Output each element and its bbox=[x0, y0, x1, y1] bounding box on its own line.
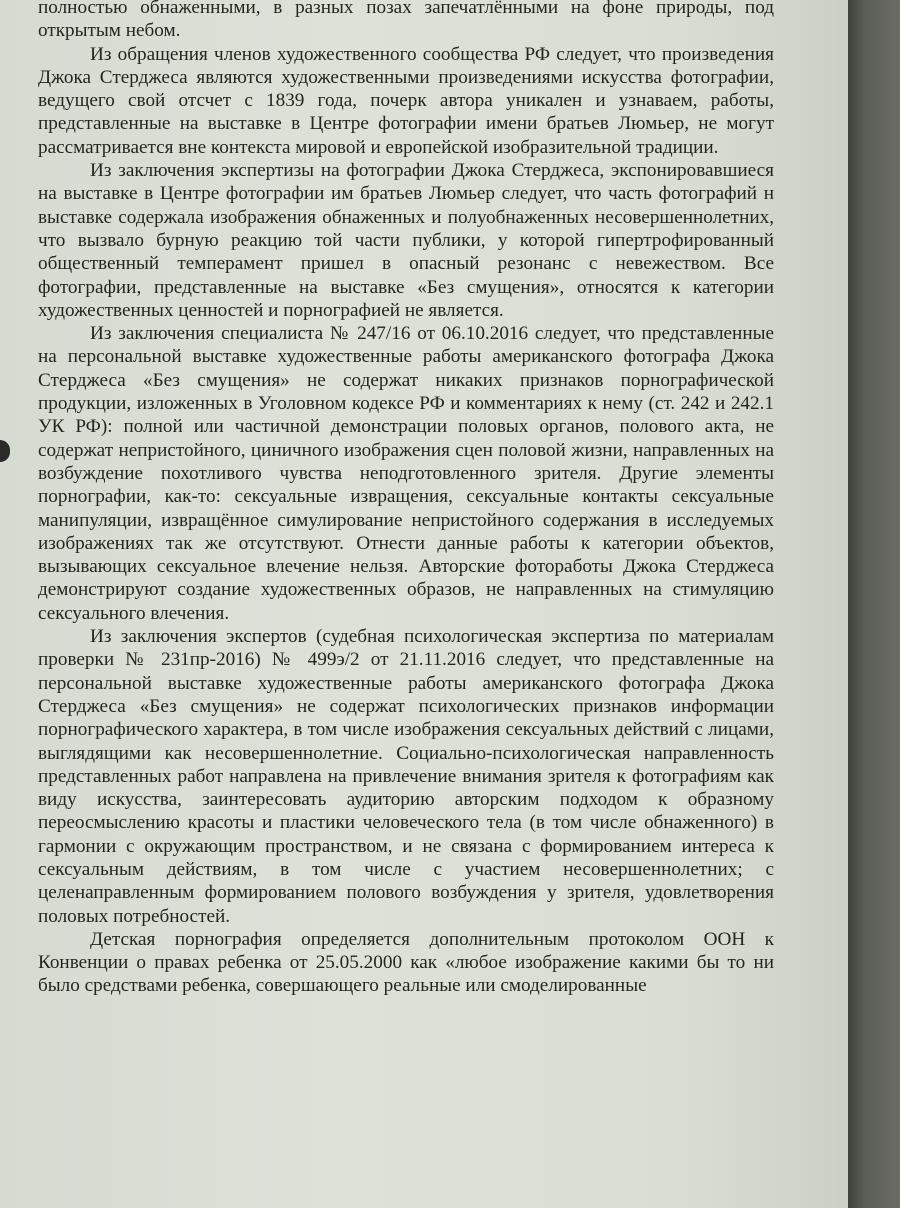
document-body bbox=[38, 0, 774, 998]
binder-hole bbox=[0, 440, 10, 462]
page-edge-shadow bbox=[848, 0, 900, 1208]
paragraph-specialist-conclusion: Из заключения специалиста № 247/16 от 06.10.2016 следует, что представленные на персональной выставке художественные работы американского фотографа Джока Стерджеса «Без смущения» не содержат никаких признаков порнографической продукции, изложенных в Уголовном кодексе РФ и комментариях к нему (ст. 242 и 242.1 УК РФ): полной или частичной демонстрации половых органов, полового акта, не содержат непристойного, циничного изображения сцен половой жизни, направленных на возбуждение похотливого чувства неподготовленного зрителя. Другие элементы порнографии, как-то: сексуальные извращения, сексуальные контакты сексуальные манипуляции, извращённое симулирование непристойного содержания в исследуемых изображениях так же отсутствуют. Отнести данные работы к категории объектов, вызывающих сексуальное влечение нельзя. Авторские фотоработы Джока Стерджеса демонстрируют создание художественных образов, не направленных на стимуляцию сексуального влечения. bbox=[38, 323, 774, 624]
paragraph-continuation: полностью обнаженными, в разных позах запечатлёнными на фоне природы, под открытым небом. bbox=[38, 0, 774, 42]
paragraph-psychological-expertise: Из заключения экспертов (судебная психологическая экспертиза по материалам проверки № 231пр-2016) № 499э/2 от 21.11.2016 следует, что представленные на персональной выставке художественные работы американского фотографа Джока Стерджеса «Без смущения» не содержат психологических признаков информации порнографического характера, в том числе изображения сексуальных действий с лицами, выглядящими как несовершеннолетние. Социально-психологическая направленность представленных работ направлена на привлечение внимания зрителя к фотографиям как виду искусства, заинтересовать аудиторию авторским подходом к образному переосмыслению красоты и пластики человеческого тела (в том числе обнаженного) в гармонии с окружающим пространством, и не связана с формированием интереса к сексуальным действиям, в том числе с участием несовершеннолетних; с целенаправленным формированием полового возбуждения у зрителя, удовлетворения половых потребностей. bbox=[38, 626, 774, 927]
paragraph-child-pornography-definition: Детская порнография определяется дополнительным протоколом ООН к Конвенции о правах ребенка от 25.05.2000 как «любое изображение какими бы то ни было средствами ребенка, совершающего реальные или смоделированные bbox=[38, 928, 774, 997]
paragraph-expert-examination: Из заключения экспертизы на фотографии Джока Стерджеса, экспонировавшиеся на выставке в Центре фотографии им братьев Люмьер следует, что часть фотографий н выставке содержала изображения обнаженных и полуобнаженных несовершеннолетних, что вызвало бурную реакцию той части публики, у которой гипертрофированный общественный темперамент пришел в опасный резонанс с невежеством. Все фотографии, представленные на выставке «Без смущения», относятся к категории художественных ценностей и порнографией не является. bbox=[38, 160, 774, 321]
paragraph-art-community-appeal: Из обращения членов художественного сообщества РФ следует, что произведения Джока Стерджеса являются художественными произведениями искусства фотографии, ведущего свой отсчет с 1839 года, почерк автора уникален и узнаваем, работы, представленные на выставке в Центре фотографии имени братьев Люмьер, не могут рассматривается вне контекста мировой и европейской изобразительной традиции. bbox=[38, 43, 774, 158]
